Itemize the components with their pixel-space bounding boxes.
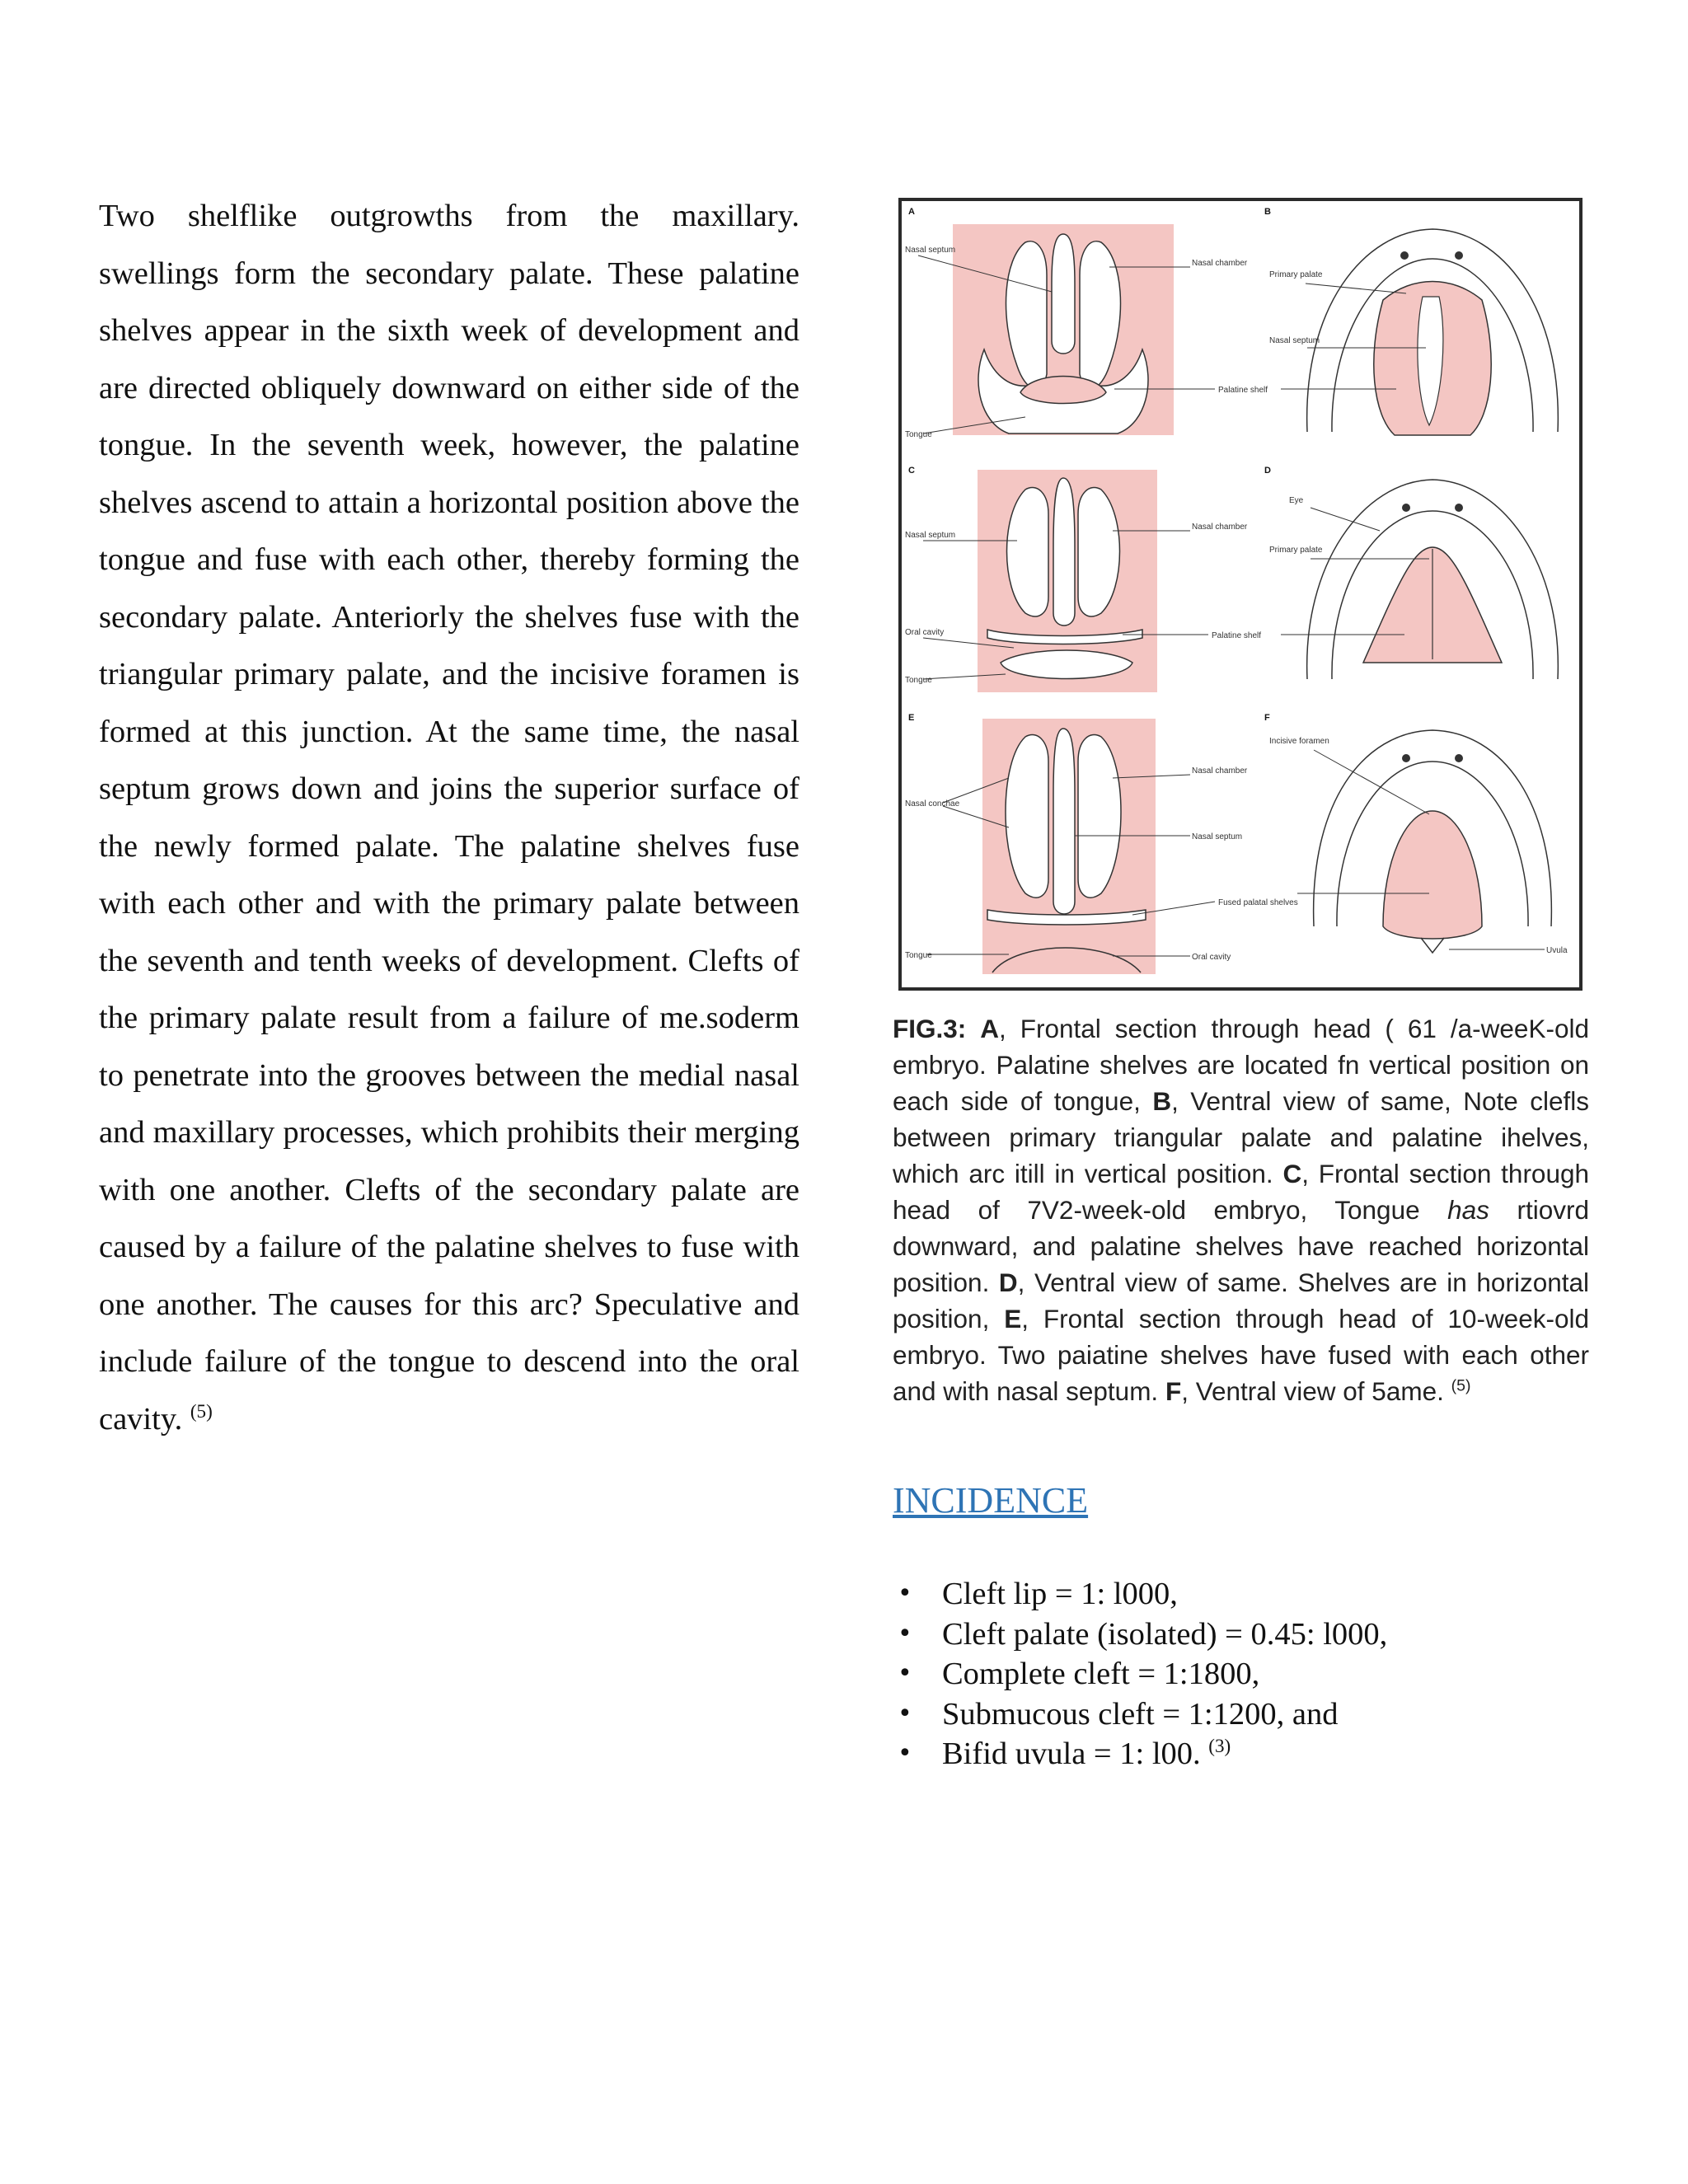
panel-f-uvula bbox=[1421, 938, 1444, 953]
incidence-item-text: Complete cleft = 1:1800, bbox=[942, 1657, 1260, 1691]
caption-citation: (5) bbox=[1451, 1376, 1471, 1395]
figure-3-illustration bbox=[898, 198, 1582, 991]
body-paragraph bbox=[99, 188, 799, 1448]
panel-f bbox=[1264, 713, 1568, 955]
panel-f-incisive-foramen-label: Incisive foramen bbox=[1269, 737, 1329, 746]
panel-e-nasal-septum bbox=[1053, 729, 1075, 914]
panel-e bbox=[905, 713, 1298, 974]
incidence-citation: (3) bbox=[1208, 1735, 1231, 1757]
caption-text-a: , Frontal section through head ( 61 /a-weeK-old embryo. Palatine shelves are located fn vertical position on each side of tongue, bbox=[893, 1014, 1589, 1116]
incidence-heading: INCIDENCE bbox=[893, 1480, 1089, 1521]
panel-d-left-nostril bbox=[1402, 504, 1410, 512]
incidence-item-submucous-cleft bbox=[893, 1694, 1387, 1735]
incidence-item-text: Submucous cleft = 1:1200, and bbox=[942, 1696, 1339, 1732]
caption-panel-a: A bbox=[980, 1014, 999, 1043]
incidence-item-cleft-palate bbox=[893, 1615, 1387, 1655]
panel-e-oral-cavity-label: Oral cavity bbox=[1192, 953, 1231, 962]
panel-e-nasal-septum-label: Nasal septum bbox=[1192, 832, 1243, 841]
panel-b-primary-palate-label: Primary palate bbox=[1269, 270, 1323, 279]
panel-c-nasal-septum bbox=[1053, 478, 1075, 626]
panel-f-left-nostril bbox=[1402, 754, 1410, 762]
incidence-item-bifid-uvula bbox=[893, 1734, 1387, 1774]
body-citation: (5) bbox=[190, 1399, 213, 1422]
panel-a-palatine-shelf-label: Palatine shelf bbox=[1218, 386, 1268, 395]
caption-text-e: , Frontal section through head of 10-week-old embryo. Two paiatine shelves have fused with each other and with nasal septum. bbox=[893, 1304, 1589, 1406]
incidence-item-text: Cleft palate (isolated) = 0.45: l000, bbox=[942, 1616, 1388, 1652]
panel-b-primary-palate-leader bbox=[1306, 284, 1406, 293]
caption-panel-c: C bbox=[1282, 1159, 1302, 1188]
panel-d-eye-label: Eye bbox=[1289, 496, 1304, 505]
panel-a bbox=[905, 207, 1268, 439]
panel-label-a: A bbox=[908, 207, 915, 217]
caption-text-f: , Ventral view of 5ame. bbox=[1181, 1376, 1451, 1406]
panel-label-c: C bbox=[908, 466, 915, 476]
panel-e-nasal-chamber-label: Nasal chamber bbox=[1192, 766, 1248, 776]
panel-e-nasal-conchae-label: Nasal conchae bbox=[905, 799, 960, 808]
incidence-item-text: Cleft lip = 1: l000, bbox=[942, 1577, 1178, 1611]
incidence-item-cleft-lip bbox=[893, 1574, 1387, 1615]
body-text-column bbox=[99, 188, 799, 1448]
panel-c-tongue-label: Tongue bbox=[905, 676, 932, 685]
panel-a-nasal-septum bbox=[1052, 234, 1075, 354]
panel-a-nasal-chamber-label: Nasal chamber bbox=[1192, 259, 1248, 268]
caption-fig-label: FIG.3: bbox=[893, 1014, 967, 1043]
incidence-item-text: Bifid uvula = 1: l00. bbox=[942, 1736, 1201, 1771]
panel-label-f: F bbox=[1264, 713, 1270, 723]
caption-panel-e: E bbox=[1004, 1304, 1022, 1333]
panel-e-fused-shelves-label: Fused palatal shelves bbox=[1218, 898, 1298, 907]
incidence-list bbox=[893, 1574, 1387, 1774]
incidence-item-complete-cleft bbox=[893, 1654, 1387, 1694]
panel-b-right-nostril bbox=[1455, 251, 1463, 260]
figure-caption bbox=[893, 1010, 1589, 1409]
panel-c-oral-cavity-label: Oral cavity bbox=[905, 628, 945, 637]
panel-c-nasal-septum-label: Nasal septum bbox=[905, 531, 956, 540]
panel-f-right-nostril bbox=[1455, 754, 1463, 762]
caption-italic-word: has bbox=[1447, 1195, 1489, 1225]
panel-c-palatine-shelf-label: Palatine shelf bbox=[1212, 631, 1262, 640]
panel-f-uvula-label: Uvula bbox=[1546, 946, 1568, 955]
panel-b-nasal-septum-label: Nasal septum bbox=[1269, 336, 1320, 345]
panel-f-incisive-foramen-leader bbox=[1314, 750, 1429, 814]
panel-d-right-nostril bbox=[1455, 504, 1463, 512]
body-paragraph-text: Two shelflike outgrowths from the maxillary. swellings form the secondary palate. These palatine shelves appear in the sixth week of development and are directed obliquely downward on either side of the tongue. In the seventh week, however, the palatine shelves ascend to attain a horizontal position above the tongue and fuse with each other, thereby forming the secondary palate. Anteriorly the shelves fuse with the triangular primary palate, and the incisive foramen is formed at this junction. At the same time, the nasal septum grows down and joins the superior surface of the newly formed palate. The palatine shelves fuse with each other and with the primary palate between the seventh and tenth weeks of development. Clefts of the primary palate result from a failure of me.soderm to penetrate into the grooves between the medial nasal and maxillary processes, which prohibits their merging with one another. Clefts of the secondary palate are caused by a failure of the palatine shelves to fuse with one another. The causes for this arc? Speculative and include failure of the tongue to descend into the oral cavity. bbox=[99, 199, 799, 1436]
caption-panel-f: F bbox=[1165, 1376, 1182, 1406]
embryo-palate-diagram bbox=[902, 201, 1579, 987]
caption-text-c2: rtiovrd downward, and palatine shelves have reached horizontal position. bbox=[893, 1195, 1589, 1297]
panel-e-tongue-label: Tongue bbox=[905, 951, 932, 960]
panel-b-left-nostril bbox=[1400, 251, 1409, 260]
panel-d-primary-palate-label: Primary palate bbox=[1269, 546, 1323, 555]
panel-d-eye-leader bbox=[1311, 508, 1380, 531]
panel-c-tongue bbox=[1001, 650, 1132, 679]
caption-panel-b: B bbox=[1152, 1086, 1172, 1116]
panel-b bbox=[1264, 207, 1558, 435]
panel-d bbox=[1264, 466, 1558, 679]
caption-text-b: , Ventral view of same, Note clefls between primary triangular palate and palatine ihelves, which arc itill in vertical position. bbox=[893, 1086, 1590, 1188]
caption-panel-d: D bbox=[998, 1268, 1018, 1297]
panel-c-nasal-chamber-label: Nasal chamber bbox=[1192, 523, 1248, 532]
panel-label-b: B bbox=[1264, 207, 1271, 217]
panel-f-palate bbox=[1383, 811, 1482, 939]
panel-c bbox=[905, 466, 1261, 692]
panel-label-d: D bbox=[1264, 466, 1271, 476]
caption-text-c: , Frontal section through head of 7V2-week-old embryo, Tongue bbox=[893, 1159, 1590, 1225]
panel-label-e: E bbox=[908, 713, 915, 723]
panel-a-nasal-septum-label: Nasal septum bbox=[905, 246, 956, 255]
caption-text-d: , Ventral view of same. Shelves are in horizontal position, bbox=[893, 1268, 1589, 1333]
panel-a-tongue-label: Tongue bbox=[905, 430, 932, 439]
